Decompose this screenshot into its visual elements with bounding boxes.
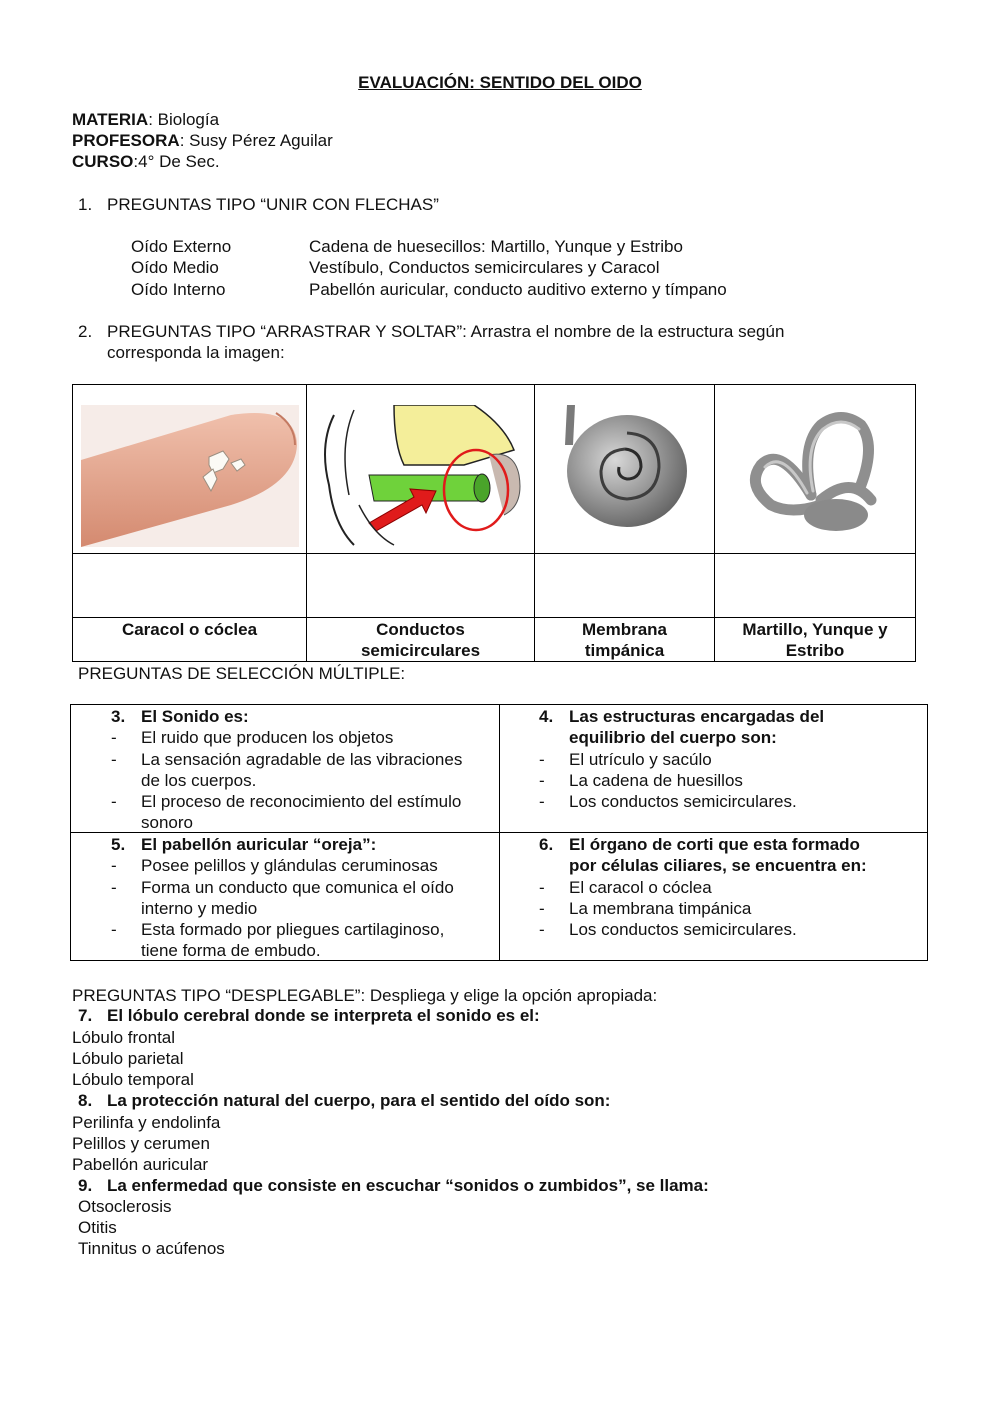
- q4-number: 4.: [539, 707, 554, 726]
- q7-option-3[interactable]: Lóbulo temporal: [72, 1070, 194, 1089]
- q6-option-2-text: La membrana timpánica: [569, 898, 752, 918]
- q5-option-1[interactable]: [71, 855, 499, 876]
- q3-number: 3.: [111, 707, 126, 726]
- q5-number: 5.: [111, 835, 126, 854]
- q6-option-1[interactable]: [499, 877, 927, 898]
- materia-line: [72, 109, 219, 130]
- dash: -: [111, 749, 117, 769]
- match-left-2[interactable]: Oído Medio: [131, 258, 219, 277]
- q3-option-1-text: El ruido que producen los objetos: [141, 728, 394, 748]
- section2-number: 2.: [78, 322, 93, 341]
- dash: -: [111, 728, 117, 748]
- q7-text: El lóbulo cerebral donde se interpreta el sonido es el:: [107, 1006, 540, 1025]
- q9-option-2[interactable]: Otitis: [78, 1218, 117, 1237]
- label-3-line1: Membrana: [581, 620, 668, 639]
- q4-text: Las estructuras encargadas del: [569, 707, 825, 726]
- q6-option-1-text: El caracol o cóclea: [569, 877, 712, 897]
- cochlea-image: [559, 405, 689, 531]
- q7-option-1[interactable]: Lóbulo frontal: [72, 1028, 176, 1047]
- profesora-label: PROFESORA: [72, 131, 180, 150]
- match-right-2[interactable]: Vestíbulo, Conductos semicirculares y Caracol: [309, 258, 660, 277]
- label-4-line2: Estribo: [785, 641, 845, 660]
- q7-option-2[interactable]: Lóbulo parietal: [72, 1049, 184, 1068]
- q4-option-1-text: El utrículo y sacúlo: [569, 749, 712, 769]
- curso-value: :4° De Sec.: [133, 152, 220, 171]
- label-3-line2: timpánica: [584, 641, 665, 660]
- curso-line: [72, 151, 220, 172]
- q4-option-1[interactable]: [499, 749, 927, 770]
- q3-option-1[interactable]: [71, 727, 499, 748]
- profesora-value: : Susy Pérez Aguilar: [179, 131, 333, 150]
- label-cell-4[interactable]: [715, 619, 915, 661]
- dash: -: [111, 856, 117, 876]
- section1-number: 1.: [78, 195, 93, 214]
- drag-drop-table: [72, 384, 916, 662]
- q3-text: El Sonido es:: [141, 707, 249, 726]
- section1-heading: PREGUNTAS TIPO “UNIR CON FLECHAS”: [107, 195, 439, 214]
- section2-heading-line1: PREGUNTAS TIPO “ARRASTRAR Y SOLTAR”: Arrastra el nombre de la estructura según: [107, 322, 785, 341]
- q9-number: 9.: [78, 1176, 93, 1195]
- question-4: [499, 706, 927, 812]
- materia-value: : Biología: [148, 110, 220, 129]
- curso-label: CURSO: [72, 152, 134, 171]
- dash: -: [539, 877, 545, 897]
- q3-option-3-text: El proceso de reconocimiento del estímulo: [141, 792, 462, 812]
- q3-option-3[interactable]: [71, 791, 499, 834]
- question-6: [499, 834, 927, 940]
- finger-ossicles-image: [81, 405, 299, 547]
- label-2-line1: Conductos: [376, 620, 465, 639]
- q6-text-cont: por células ciliares, se encuentra en:: [569, 856, 867, 876]
- q7-number: 7.: [78, 1006, 93, 1025]
- q4-text-cont: equilibrio del cuerpo son:: [569, 728, 777, 748]
- profesora-line: [72, 130, 333, 151]
- dash: -: [539, 749, 545, 769]
- q9-option-3[interactable]: Tinnitus o acúfenos: [78, 1239, 225, 1258]
- dash: -: [111, 877, 117, 897]
- q5-option-3[interactable]: [71, 919, 499, 962]
- label-cell-3[interactable]: [535, 619, 714, 661]
- q5-text: El pabellón auricular “oreja”:: [141, 835, 377, 854]
- q3-option-2-text: La sensación agradable de las vibraciones: [141, 749, 463, 769]
- label-1-line1: Caracol o cóclea: [121, 620, 258, 639]
- label-cell-1[interactable]: [73, 619, 306, 640]
- match-right-3[interactable]: Pabellón auricular, conducto auditivo externo y tímpano: [309, 280, 727, 299]
- dash: -: [539, 770, 545, 790]
- question-3: [71, 706, 499, 834]
- question-5: [71, 834, 499, 962]
- q6-option-3-text: Los conductos semicirculares.: [569, 920, 797, 940]
- q6-option-3[interactable]: [499, 919, 927, 940]
- section4-heading: PREGUNTAS TIPO “DESPLEGABLE”: Despliega y elige la opción apropiada:: [72, 986, 658, 1005]
- dash: -: [539, 898, 545, 918]
- multiple-choice-table: [70, 704, 928, 961]
- q5-option-2[interactable]: [71, 877, 499, 920]
- q8-number: 8.: [78, 1091, 93, 1110]
- q8-text: La protección natural del cuerpo, para el sentido del oído son:: [107, 1091, 611, 1110]
- q3-option-2[interactable]: [71, 749, 499, 792]
- q3-option-2-text-cont: de los cuerpos.: [141, 770, 257, 790]
- q4-option-3[interactable]: [499, 791, 927, 812]
- dash: -: [539, 920, 545, 940]
- section3-heading: PREGUNTAS DE SELECCIÓN MÚLTIPLE:: [78, 664, 406, 683]
- dash: -: [111, 792, 117, 812]
- q3-option-3-text-cont: sonoro: [141, 813, 193, 833]
- q6-number: 6.: [539, 835, 554, 854]
- q5-option-2-text-cont: interno y medio: [141, 898, 258, 918]
- q8-option-1[interactable]: Perilinfa y endolinfa: [72, 1113, 221, 1132]
- semicircular-canals-image: [741, 405, 886, 533]
- q6-text: El órgano de corti que esta formado: [569, 835, 860, 854]
- materia-label: MATERIA: [72, 110, 149, 129]
- ear-canal-image: [314, 405, 532, 550]
- label-4-line1: Martillo, Yunque y: [742, 620, 888, 639]
- q8-option-2[interactable]: Pelillos y cerumen: [72, 1134, 210, 1153]
- label-2-line2: semicirculares: [360, 641, 481, 660]
- q4-option-2[interactable]: [499, 770, 927, 791]
- q9-option-1[interactable]: Otsoclerosis: [78, 1197, 172, 1216]
- dash: -: [111, 920, 117, 940]
- section2-heading-line2: corresponda la imagen:: [107, 343, 285, 362]
- match-right-1[interactable]: Cadena de huesecillos: Martillo, Yunque y Estribo: [309, 237, 683, 256]
- dash: -: [539, 792, 545, 812]
- match-left-1[interactable]: Oído Externo: [131, 237, 232, 256]
- q5-option-2-text: Forma un conducto que comunica el oído: [141, 877, 454, 897]
- q5-option-3-text: Esta formado por pliegues cartilaginoso,: [141, 920, 445, 940]
- q8-option-3[interactable]: Pabellón auricular: [72, 1155, 209, 1174]
- q4-option-2-text: La cadena de huesillos: [569, 770, 743, 790]
- label-cell-2[interactable]: [307, 619, 534, 661]
- match-left-3[interactable]: Oído Interno: [131, 280, 226, 299]
- q4-option-3-text: Los conductos semicirculares.: [569, 792, 797, 812]
- q5-option-3-text-cont: tiene forma de embudo.: [141, 941, 321, 961]
- q5-option-1-text: Posee pelillos y glándulas ceruminosas: [141, 856, 438, 876]
- page-title: EVALUACIÓN: SENTIDO DEL OIDO: [358, 73, 642, 92]
- q9-text: La enfermedad que consiste en escuchar “sonidos o zumbidos”, se llama:: [107, 1176, 709, 1195]
- q6-option-2[interactable]: [499, 898, 927, 919]
